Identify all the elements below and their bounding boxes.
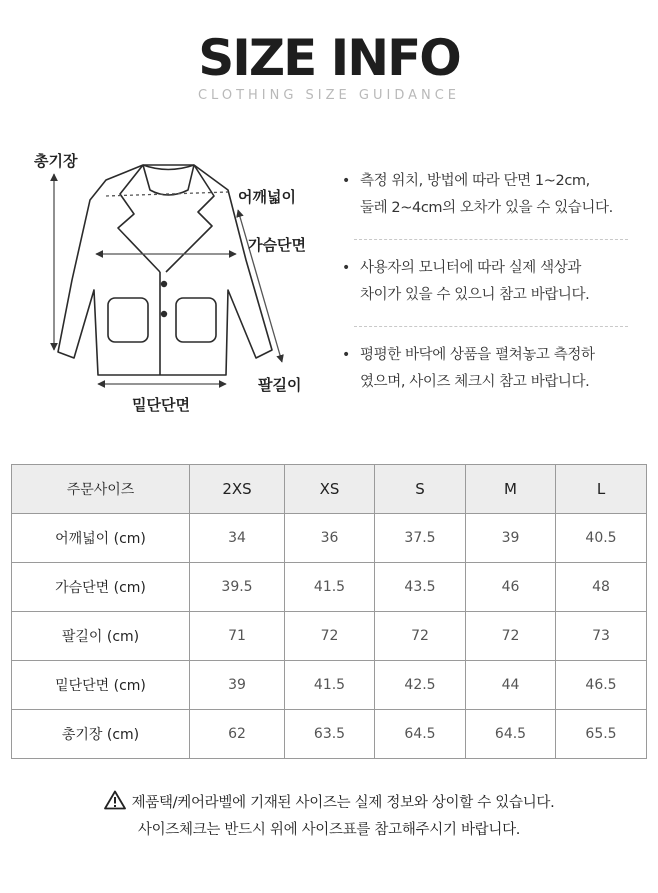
dashed-divider	[354, 326, 628, 327]
table-cell: 42.5	[375, 661, 466, 710]
table-cell: 48	[556, 563, 647, 612]
column-header: M	[466, 465, 556, 514]
row-label: 가슴단면 (cm)	[12, 563, 190, 612]
note-line: 사용자의 모니터에 따라 실제 색상과	[360, 260, 581, 276]
bullet-icon: •	[342, 347, 350, 363]
label-chest: 가슴단면	[248, 236, 306, 254]
table-cell: 39	[466, 514, 556, 563]
table-cell: 64.5	[375, 710, 466, 759]
table-cell: 72	[285, 612, 375, 661]
table-row	[12, 661, 647, 710]
label-total-length: 총기장	[34, 152, 78, 170]
note-line: 평평한 바닥에 상품을 펼쳐놓고 측정하	[360, 347, 595, 363]
column-header: L	[556, 465, 647, 514]
table-cell: 44	[466, 661, 556, 710]
table-cell: 41.5	[285, 563, 375, 612]
page-title: SIZE INFO	[198, 29, 460, 87]
size-table	[11, 464, 647, 759]
table-header-row	[12, 465, 647, 514]
table-cell: 65.5	[556, 710, 647, 759]
note-line: 였으며, 사이즈 체크시 참고 바랍니다.	[360, 374, 590, 390]
row-label: 총기장 (cm)	[12, 710, 190, 759]
label-hem: 밑단단면	[132, 396, 190, 414]
disclaimer-text: 사이즈체크는 반드시 위에 사이즈표를 참고해주시기 바랍니다.	[137, 822, 521, 838]
size-disclaimer	[0, 790, 658, 842]
table-row	[12, 612, 647, 661]
row-label: 어깨넓이 (cm)	[12, 514, 190, 563]
row-label: 밑단단면 (cm)	[12, 661, 190, 710]
row-label: 팔길이 (cm)	[12, 612, 190, 661]
note-item	[340, 342, 640, 396]
table-cell: 37.5	[375, 514, 466, 563]
label-shoulder: 어깨넓이	[238, 188, 296, 206]
disclaimer-line	[0, 790, 658, 818]
disclaimer-text: 제품택/케어라벨에 기재된 사이즈는 실제 정보와 상이할 수 있습니다.	[131, 795, 555, 811]
table-cell: 46	[466, 563, 556, 612]
table-cell: 39	[190, 661, 285, 710]
note-line: 둘레 2~4cm의 오차가 있을 수 있습니다.	[360, 200, 613, 216]
page-subtitle: CLOTHING SIZE GUIDANCE	[197, 88, 461, 103]
table-row	[12, 563, 647, 612]
bullet-icon: •	[342, 260, 350, 276]
table-cell: 64.5	[466, 710, 556, 759]
column-header: S	[375, 465, 466, 514]
dashed-divider	[354, 239, 628, 240]
table-cell: 39.5	[190, 563, 285, 612]
column-header: 2XS	[190, 465, 285, 514]
note-item	[340, 168, 640, 222]
table-cell: 71	[190, 612, 285, 661]
table-cell: 43.5	[375, 563, 466, 612]
note-line: 측정 위치, 방법에 따라 단면 1~2cm,	[360, 173, 590, 189]
note-item	[340, 255, 640, 309]
warning-triangle-icon	[104, 790, 126, 818]
table-cell: 40.5	[556, 514, 647, 563]
table-cell: 41.5	[285, 661, 375, 710]
table-cell: 62	[190, 710, 285, 759]
table-cell: 72	[375, 612, 466, 661]
column-header: XS	[285, 465, 375, 514]
note-line: 차이가 있을 수 있으니 참고 바랍니다.	[360, 287, 590, 303]
table-cell: 73	[556, 612, 647, 661]
label-sleeve: 팔길이	[258, 376, 302, 394]
table-row	[12, 514, 647, 563]
table-cell: 63.5	[285, 710, 375, 759]
table-cell: 34	[190, 514, 285, 563]
table-cell: 46.5	[556, 661, 647, 710]
table-cell: 72	[466, 612, 556, 661]
jacket-diagram	[0, 130, 340, 430]
table-cell: 36	[285, 514, 375, 563]
column-header: 주문사이즈	[12, 465, 190, 514]
measurement-notes	[340, 168, 640, 396]
table-row	[12, 710, 647, 759]
bullet-icon: •	[342, 173, 350, 189]
